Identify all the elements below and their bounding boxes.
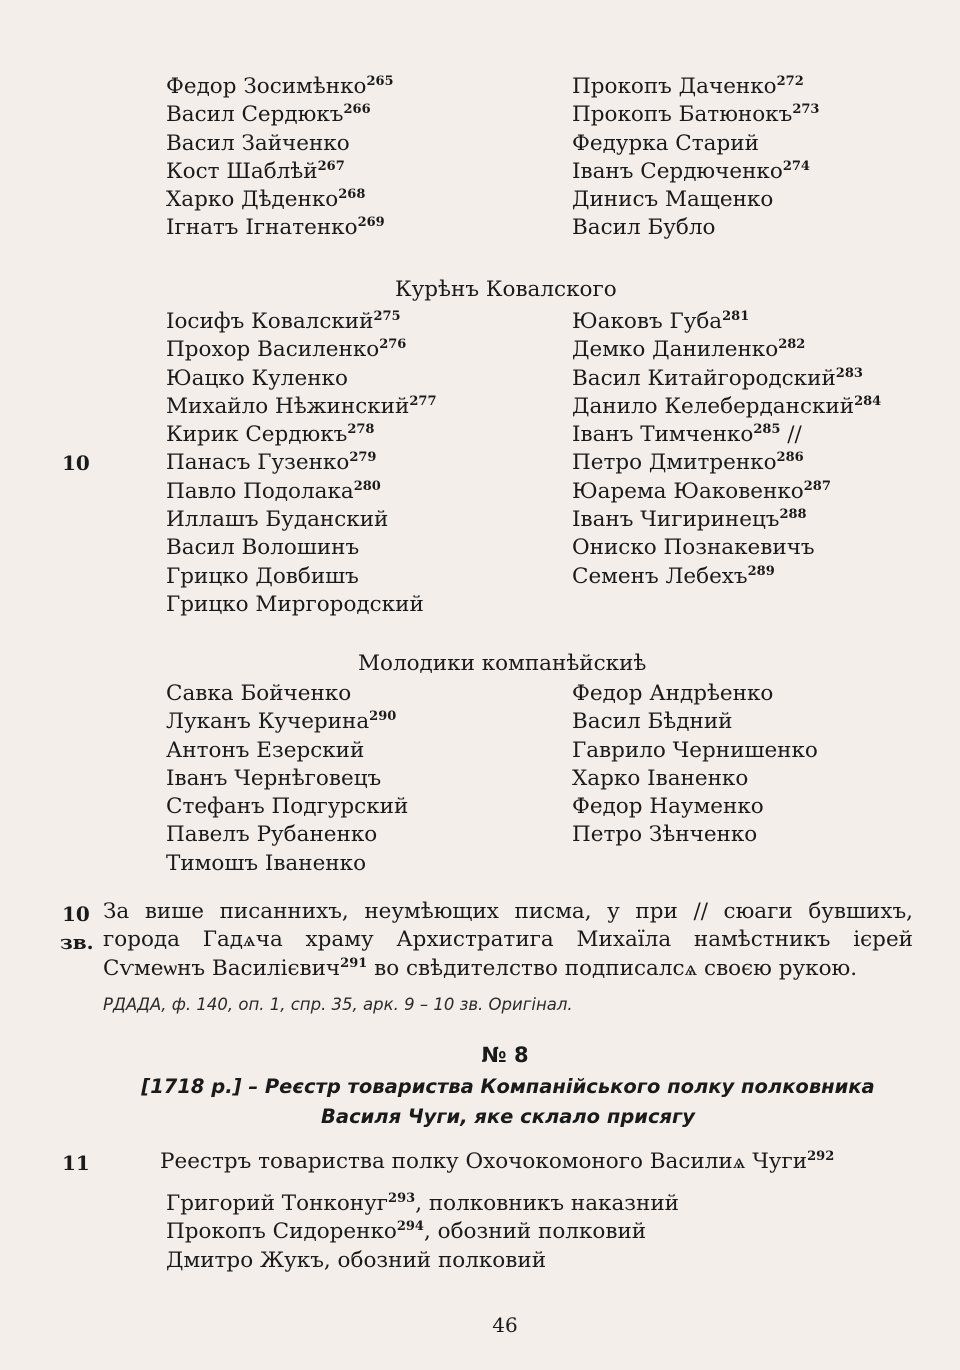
person-name: Дмитро Жукъ, обозний полковий (166, 1247, 547, 1273)
person-name: Васил Сердюкъ (166, 102, 344, 128)
name-entry (166, 534, 437, 562)
footnote-ref: 275 (373, 309, 401, 324)
name-entry (572, 130, 819, 158)
name-entry (572, 101, 819, 129)
person-name: Тимошъ Іваненко (166, 850, 367, 876)
name-entry (166, 1218, 679, 1246)
name-column-left (166, 308, 437, 619)
footnote-ref: 279 (349, 450, 377, 466)
entry-tail: // (780, 422, 802, 448)
name-entry (572, 365, 881, 393)
person-name: Иллашъ Буданский (166, 507, 389, 533)
footnote-ref: 293 (388, 1191, 416, 1206)
name-entry (572, 506, 881, 534)
name-entry (166, 1247, 679, 1275)
person-name: Данило Келеберданский (572, 393, 855, 419)
name-entry (572, 821, 818, 849)
person-name: Іванъ Чернѣговецъ (166, 765, 382, 791)
registry-list (166, 1190, 679, 1275)
name-entry (166, 793, 408, 821)
footnote-ref: 286 (776, 450, 804, 466)
name-column-right (572, 308, 881, 591)
section-heading-molodyky: Молодики компанѣйскиѣ (358, 651, 647, 676)
person-name: Харко Дѣденко (166, 187, 339, 213)
footnote-ref: 268 (338, 187, 366, 203)
footnote-ref: 292 (807, 1149, 835, 1164)
name-entry (572, 737, 818, 765)
name-entry (166, 591, 437, 619)
name-entry (572, 478, 881, 506)
name-entry (166, 101, 394, 129)
name-entry (166, 449, 437, 477)
person-name: Прокопъ Сидоренко (166, 1219, 397, 1245)
name-entry (166, 708, 408, 736)
person-name: Прокопъ Даченко (572, 74, 777, 99)
footnote-ref: 277 (409, 393, 437, 409)
name-entry (166, 563, 437, 591)
name-entry (166, 821, 408, 849)
person-name: Антонъ Езерский (166, 737, 365, 763)
margin-folio-number: 10 (62, 451, 90, 475)
margin-folio-verso: зв. (60, 930, 94, 954)
person-name: Васил Волошинъ (166, 535, 360, 561)
person-name: Васил Зайченко (166, 130, 350, 156)
name-entry (572, 563, 881, 591)
person-name: Кирик Сердюкъ (166, 422, 348, 448)
footnote-ref: 267 (317, 158, 345, 174)
name-entry (166, 336, 437, 364)
person-name: Федор Зосимѣнко (166, 74, 367, 99)
name-entry (166, 737, 408, 765)
name-entry (572, 708, 818, 736)
person-name: Семенъ Лебехъ (572, 563, 748, 589)
name-entry (572, 421, 881, 449)
entry-tail: , полковникъ наказний (415, 1191, 680, 1216)
footnote-ref: 290 (369, 709, 397, 725)
registry-heading-text: Реестръ товариства полку Охочокомоного Василиѧ Чуги (160, 1149, 808, 1174)
person-name: Юаковъ Губа (572, 309, 723, 334)
person-name: Савка Бойченко (166, 681, 352, 706)
name-column-right (572, 680, 818, 850)
person-name: Демко Даниленко (572, 337, 779, 363)
closing-paragraph (103, 898, 913, 983)
name-entry (166, 765, 408, 793)
section-heading-kuren: Курѣнъ Ковалского (395, 277, 617, 302)
person-name: Стефанъ Подгурский (166, 794, 409, 820)
document-title (103, 1072, 913, 1132)
registry-heading (160, 1149, 834, 1174)
name-column-left (166, 73, 394, 243)
person-name: Петро Дмитренко (572, 450, 777, 476)
person-name: Федор Андрѣенко (572, 681, 774, 706)
person-name: Іванъ Тимченко (572, 422, 754, 448)
footnote-ref: 284 (854, 393, 882, 409)
document-title-line: Василя Чуги, яке склало присягу (321, 1105, 695, 1128)
person-name: Федор Науменко (572, 794, 764, 820)
person-name: Ониско Познакевичъ (572, 535, 815, 561)
entry-tail: , обозний полковий (423, 1219, 647, 1245)
name-entry (166, 130, 394, 158)
footnote-ref: 287 (803, 478, 831, 494)
footnote-ref: 280 (353, 478, 381, 494)
name-entry (572, 308, 881, 336)
archival-source: РДАДА, ф. 140, оп. 1, спр. 35, арк. 9 – 10 зв. Оригінал. (103, 995, 573, 1014)
person-name: Іванъ Чигиринецъ (572, 507, 780, 533)
footnote-ref: 272 (776, 74, 804, 89)
person-name: Кост Шаблѣй (166, 158, 318, 184)
name-entry (572, 534, 881, 562)
page-number: 46 (492, 1313, 518, 1337)
person-name: Васил Бѣдний (572, 709, 733, 735)
person-name: Ігнатъ Ігнатенко (166, 215, 358, 241)
person-name: Прохор Василенко (166, 337, 380, 363)
person-name: Панасъ Гузенко (166, 450, 350, 476)
person-name: Гаврило Чернишенко (572, 737, 818, 763)
person-name: Іосифъ Ковалский (166, 309, 374, 334)
name-entry (166, 478, 437, 506)
name-entry (166, 73, 394, 101)
person-name: Юацко Куленко (166, 365, 348, 391)
name-entry (572, 793, 818, 821)
footnote-ref: 283 (835, 365, 863, 381)
name-entry (572, 449, 881, 477)
margin-folio-number: 11 (62, 1151, 90, 1175)
person-name: Григорий Тонконуг (166, 1191, 389, 1216)
person-name: Динисъ Мащенко (572, 187, 774, 213)
person-name: Федурка Старий (572, 130, 759, 156)
footnote-ref: 265 (366, 74, 394, 89)
person-name: Іванъ Сердюченко (572, 158, 783, 184)
footnote-ref: 288 (779, 507, 807, 523)
name-entry (572, 336, 881, 364)
footnote-ref: 276 (379, 337, 407, 353)
margin-folio-number: 10 (62, 902, 90, 926)
name-entry (166, 308, 437, 336)
footnote-ref: 294 (396, 1219, 424, 1235)
name-entry (572, 393, 881, 421)
document-number: № 8 (481, 1043, 529, 1067)
name-column-right (572, 73, 819, 243)
footnote-ref: 289 (747, 563, 775, 579)
name-entry (572, 186, 819, 214)
person-name: Юарема Юаковенко (572, 478, 804, 504)
footnote-ref: 282 (778, 337, 806, 353)
name-entry (166, 680, 408, 708)
footnote-ref: 281 (722, 309, 750, 324)
name-entry (572, 765, 818, 793)
name-entry (166, 421, 437, 449)
name-entry (572, 680, 818, 708)
name-entry (166, 365, 437, 393)
name-entry (166, 506, 437, 534)
document-title-line: [1718 р.] – Реєстр товариства Компанійського полку полковника (141, 1075, 875, 1098)
name-entry (166, 214, 394, 242)
person-name: Михайло Нѣжинский (166, 393, 410, 419)
footnote-ref: 285 (753, 422, 781, 438)
footnote-ref: 274 (782, 158, 810, 174)
person-name: Васил Бубло (572, 215, 716, 241)
person-name: Прокопъ Батюнокъ (572, 102, 793, 128)
name-column-left (166, 680, 408, 878)
closing-text-end: во свѣдителство подписалсѧ своєю рукою. (367, 955, 858, 981)
person-name: Грицко Миргородский (166, 591, 424, 617)
name-entry (572, 158, 819, 186)
name-entry (166, 850, 408, 878)
footnote-ref: 273 (792, 102, 820, 118)
name-entry (572, 73, 819, 101)
person-name: Павелъ Рубаненко (166, 822, 378, 848)
closing-text: За више писаннихъ, неумѣющих писма, у при // сюаги бувшихъ, города Гадѧча храму Архистратига Михаїла намѣстникъ ієрей Сѵмеѡнъ Василієвич (103, 899, 913, 981)
footnote-ref: 291 (340, 955, 368, 971)
person-name: Луканъ Кучерина (166, 709, 370, 735)
name-entry (166, 186, 394, 214)
name-entry (166, 158, 394, 186)
person-name: Васил Китайгородский (572, 365, 836, 391)
person-name: Павло Подолака (166, 478, 354, 504)
name-entry (572, 214, 819, 242)
footnote-ref: 266 (343, 102, 371, 118)
person-name: Петро Зѣнченко (572, 822, 758, 848)
name-entry (166, 1190, 679, 1218)
footnote-ref: 269 (357, 215, 385, 231)
person-name: Харко Іваненко (572, 765, 749, 791)
footnote-ref: 278 (347, 422, 375, 438)
person-name: Грицко Довбишъ (166, 563, 359, 589)
name-entry (166, 393, 437, 421)
